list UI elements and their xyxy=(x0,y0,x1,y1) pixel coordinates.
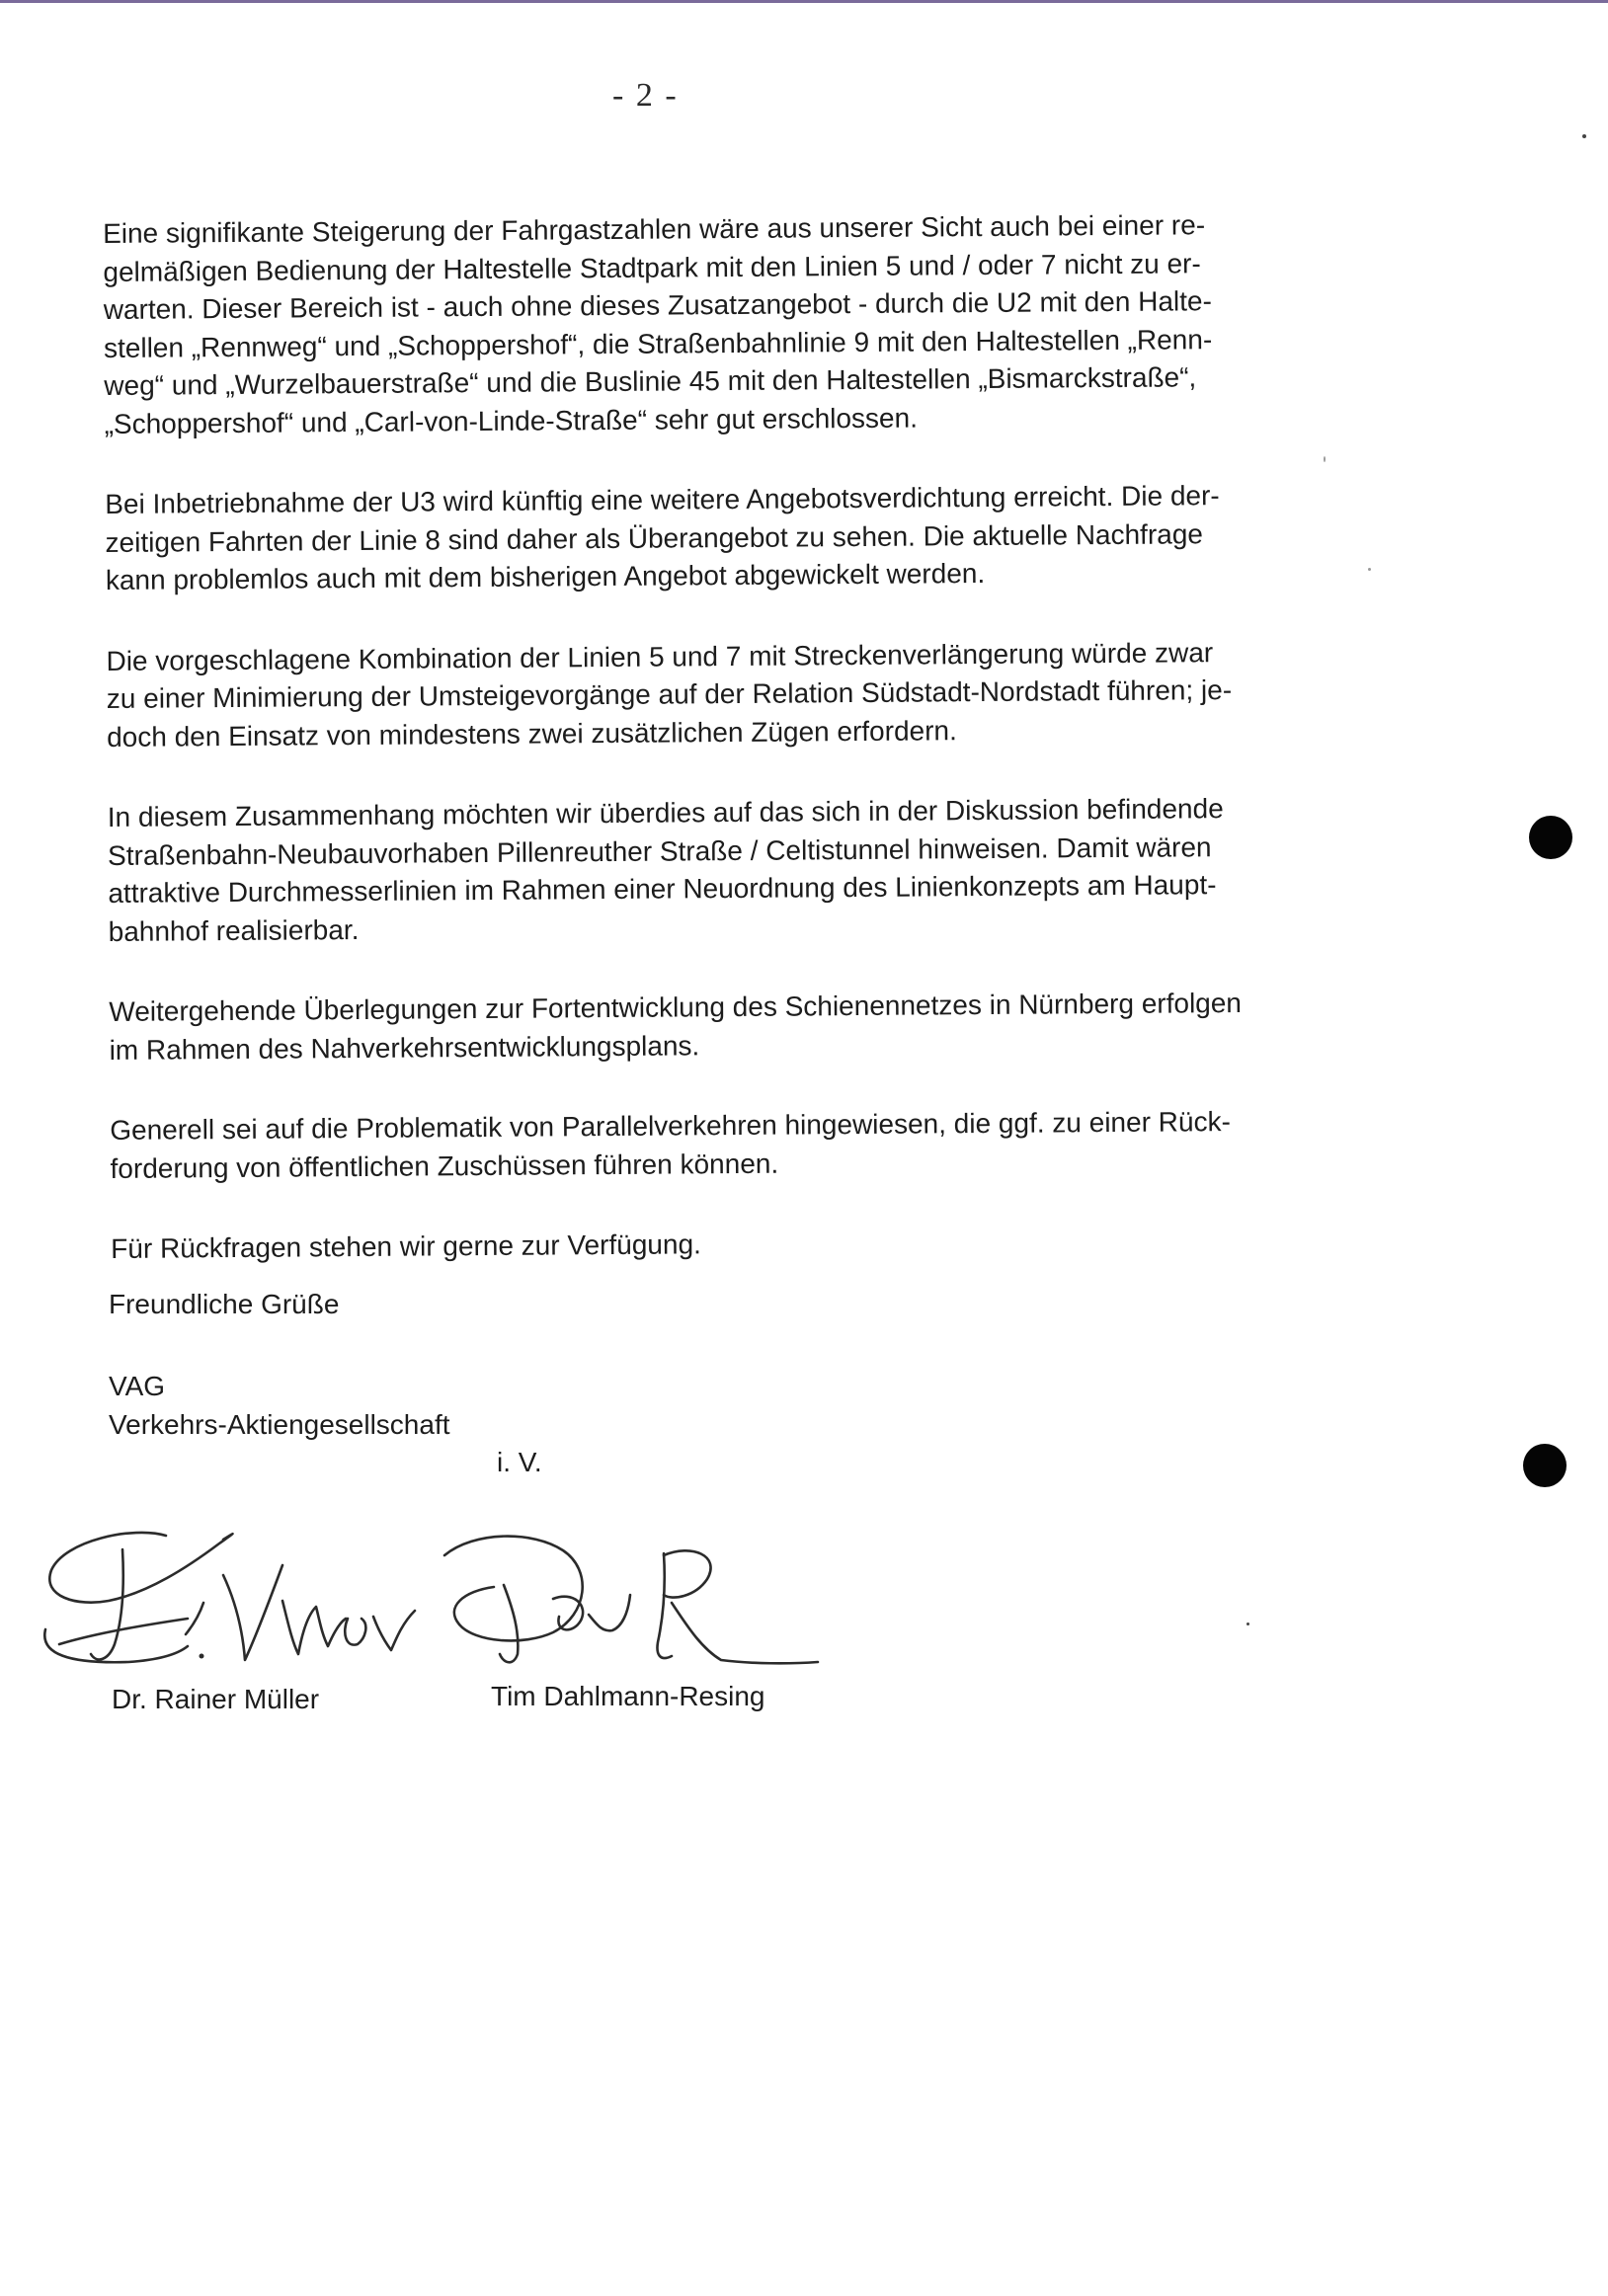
paragraph-u3 xyxy=(105,476,1390,600)
text-line: doch den Einsatz von mindestens zwei zusätzlichen Zügen erfordern. xyxy=(107,714,957,752)
paragraph-contact xyxy=(111,1221,1395,1269)
text-line: Für Rückfragen stehen wir gerne zur Verfügung. xyxy=(111,1228,701,1264)
punch-hole-lower xyxy=(1523,1444,1567,1487)
text-line: Generell sei auf die Problematik von Parallelverkehren hingewiesen, die ggf. zu einer Rück- xyxy=(110,1106,1231,1146)
text-line: In diesem Zusammenhang möchten wir überdies auf das sich in der Diskussion befindende xyxy=(107,793,1224,832)
handwritten-signatures-image xyxy=(40,1516,849,1694)
closing-org-short: VAG xyxy=(109,1371,166,1401)
signature-mueller xyxy=(44,1533,415,1662)
paragraph-parallel-traffic xyxy=(110,1102,1395,1188)
text-line: bahnhof realisierbar. xyxy=(108,913,360,947)
letter-body xyxy=(103,205,1396,1311)
scan-top-edge xyxy=(0,0,1608,3)
paragraph-celtistunnel xyxy=(108,789,1393,951)
text-line: Eine signifikante Steigerung der Fahrgastzahlen wäre aus unserer Sicht auch bei einer re- xyxy=(103,209,1206,249)
scan-speck xyxy=(1246,1623,1249,1625)
text-line: im Rahmen des Nahverkehrsentwicklungsplans. xyxy=(109,1029,700,1066)
text-line: forderung von öffentlichen Zuschüssen führen können. xyxy=(110,1148,779,1184)
signer-name-mueller: Dr. Rainer Müller xyxy=(112,1684,320,1714)
closing-iv: i. V. xyxy=(497,1447,542,1477)
closing-greeting: Freundliche Grüße xyxy=(109,1289,340,1319)
paragraph-development-plan xyxy=(109,984,1394,1069)
text-line: Weitergehende Überlegungen zur Fortentwicklung des Schienennetzes in Nürnberg erfolgen xyxy=(109,987,1243,1027)
text-line: attraktive Durchmesserlinien im Rahmen einer Neuordnung des Linienkonzepts am Haupt- xyxy=(108,869,1217,909)
text-line: zu einer Minimierung der Umsteigevorgänge auf der Relation Südstadt-Nordstadt führen; je- xyxy=(106,674,1233,714)
scan-speck xyxy=(1582,134,1586,138)
signature-dahlmann-resing xyxy=(444,1537,818,1664)
text-line: kann problemlos auch mit dem bisherigen Angebot abgewickelt werden. xyxy=(105,557,986,595)
text-line: „Schoppershof“ und „Carl-von-Linde-Straße“ sehr gut erschlossen. xyxy=(104,402,919,439)
scan-speck xyxy=(1324,456,1326,462)
text-line: Straßenbahn-Neubauvorhaben Pillenreuther Straße / Celtistunnel hinweisen. Damit wären xyxy=(107,831,1212,871)
text-line: Die vorgeschlagene Kombination der Linien 5 und 7 mit Streckenverlängerung würde zwar xyxy=(106,636,1214,676)
signer-name-dahlmann-resing: Tim Dahlmann-Resing xyxy=(491,1681,765,1711)
text-line: weg“ und „Wurzelbauerstraße“ und die Buslinie 45 mit den Haltestellen „Bismarckstraße“, xyxy=(104,361,1197,401)
scan-speck xyxy=(1368,568,1371,571)
punch-hole-upper xyxy=(1529,816,1572,859)
text-line: stellen „Rennweg“ und „Schoppershof“, die Straßenbahnlinie 9 mit den Haltestellen „Renn- xyxy=(103,323,1213,363)
paragraph-ridership xyxy=(103,205,1389,443)
text-line: warten. Dieser Bereich ist - auch ohne dieses Zusatzangebot - durch die U2 mit den Halte- xyxy=(103,285,1212,325)
closing-org-full: Verkehrs-Aktiengesellschaft xyxy=(109,1409,450,1440)
page-number: - 2 - xyxy=(612,77,679,114)
text-line: Bei Inbetriebnahme der U3 wird künftig eine weitere Angebotsverdichtung erreicht. Die der- xyxy=(105,480,1220,519)
text-line: gelmäßigen Bedienung der Haltestelle Stadtpark mit den Linien 5 und / oder 7 nicht zu er- xyxy=(103,247,1201,287)
text-line: zeitigen Fahrten der Linie 8 sind daher als Überangebot zu sehen. Die aktuelle Nachfrage xyxy=(105,517,1204,558)
paragraph-combination xyxy=(106,632,1391,756)
